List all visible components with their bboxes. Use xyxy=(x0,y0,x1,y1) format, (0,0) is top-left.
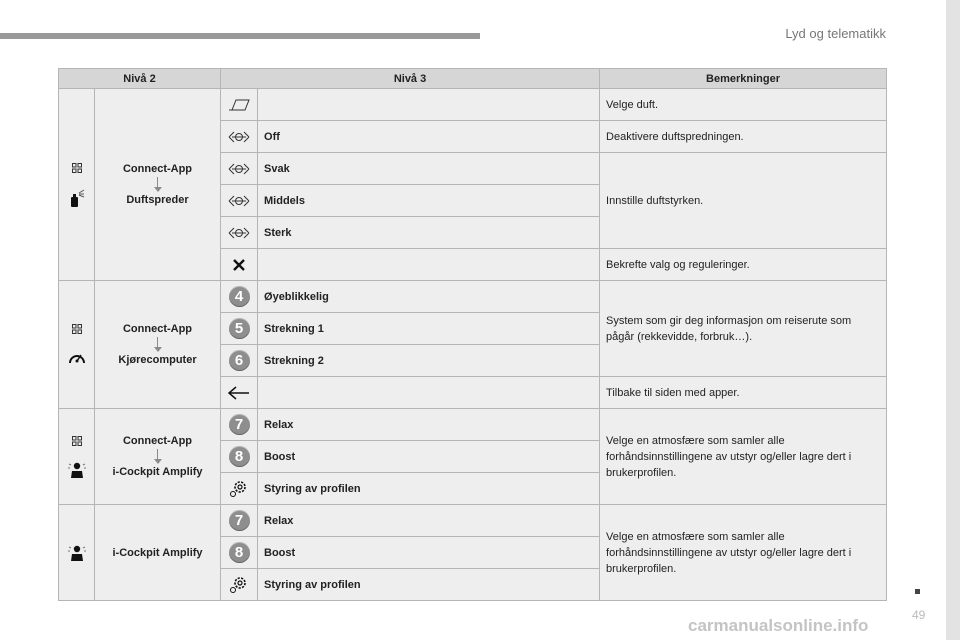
table-row xyxy=(59,409,887,441)
remark-cell: Velge en atmosfære som samler alle forhåndsinnstillingene av utstyr og/eller lagre dert i brukerprofilen. xyxy=(600,505,887,601)
level3-label: Boost xyxy=(258,537,600,569)
remark-cell: System som gir deg informasjon om reiserute som pågår (rekkevidde, forbruk…). xyxy=(600,281,887,377)
settings-table xyxy=(58,68,887,601)
level3-label: Strekning 2 xyxy=(258,345,600,377)
driver-icon xyxy=(68,462,86,478)
side-strip xyxy=(946,0,960,640)
remark-cell: Tilbake til siden med apper. xyxy=(600,377,887,409)
level3-label: Relax xyxy=(258,409,600,441)
level2-bottom-label: Duftspreder xyxy=(126,194,189,206)
remark-cell: Velge en atmosfære som samler alle forhåndsinnstillingene av utstyr og/eller lagre dert i brukerprofilen. xyxy=(600,409,887,505)
spray-bottle-icon xyxy=(69,189,85,207)
col-header-remarks: Bemerkninger xyxy=(600,69,887,89)
down-arrow-icon xyxy=(154,449,162,464)
level2-top-label: Connect-App xyxy=(122,323,193,335)
trip-computer-icon xyxy=(68,350,86,366)
group-icons-cell xyxy=(59,505,95,601)
section-title: Lyd og telematikk xyxy=(785,26,886,41)
level3-label: Boost xyxy=(258,441,600,473)
group-icons-cell xyxy=(59,281,95,409)
table-row xyxy=(59,89,887,121)
scent-edit-icon[interactable] xyxy=(221,89,258,121)
down-arrow-icon xyxy=(154,177,162,192)
col-header-level2: Nivå 2 xyxy=(59,69,221,89)
level3-label: Sterk xyxy=(258,217,600,249)
level2-bottom-label: i-Cockpit Amplify xyxy=(112,546,203,559)
scent-low-icon[interactable] xyxy=(221,153,258,185)
table-header-row xyxy=(59,69,887,89)
number-badge: 6 xyxy=(229,350,250,371)
level2-cell xyxy=(95,281,221,409)
level3-label: Styring av profilen xyxy=(258,473,600,505)
number-badge: 7 xyxy=(229,510,250,531)
number-badge-cell[interactable] xyxy=(221,441,258,473)
scent-high-icon[interactable] xyxy=(221,217,258,249)
number-badge-cell[interactable] xyxy=(221,313,258,345)
remark-cell: Bekrefte valg og reguleringer. xyxy=(600,249,887,281)
level3-label: Styring av profilen xyxy=(258,569,600,601)
grid-icon xyxy=(72,163,82,173)
col-header-level3: Nivå 3 xyxy=(221,69,600,89)
number-badge: 8 xyxy=(229,542,250,563)
level3-label: Øyeblikkelig xyxy=(258,281,600,313)
group-icons-cell xyxy=(59,409,95,505)
table-row xyxy=(59,281,887,313)
driver-icon xyxy=(68,545,86,561)
scent-off-icon[interactable] xyxy=(221,121,258,153)
table-row xyxy=(59,505,887,537)
remark-cell: Deaktivere duftspredningen. xyxy=(600,121,887,153)
number-badge-cell[interactable] xyxy=(221,409,258,441)
back-arrow-icon[interactable] xyxy=(221,377,258,409)
level3-label: Middels xyxy=(258,185,600,217)
level3-label xyxy=(258,249,600,281)
number-badge-cell[interactable] xyxy=(221,537,258,569)
number-badge: 8 xyxy=(229,446,250,467)
number-badge: 4 xyxy=(229,286,250,307)
remark-cell: Innstille duftstyrken. xyxy=(600,153,887,249)
level3-label: Strekning 1 xyxy=(258,313,600,345)
grid-icon xyxy=(72,436,82,446)
level3-label: Relax xyxy=(258,505,600,537)
level2-bottom-label: Kjørecomputer xyxy=(118,354,197,366)
level2-top-label: Connect-App xyxy=(122,435,193,447)
page-marker xyxy=(915,589,920,594)
page-number: 49 xyxy=(912,608,926,622)
scent-medium-icon[interactable] xyxy=(221,185,258,217)
close-icon[interactable] xyxy=(221,249,258,281)
group-icons-cell xyxy=(59,89,95,281)
remark-cell: Velge duft. xyxy=(600,89,887,121)
level2-top-label: Connect-App xyxy=(122,163,193,175)
level2-bottom-label: i-Cockpit Amplify xyxy=(112,466,203,478)
profile-settings-icon[interactable] xyxy=(221,569,258,601)
number-badge-cell[interactable] xyxy=(221,345,258,377)
level2-cell xyxy=(95,409,221,505)
level2-cell xyxy=(95,505,221,601)
number-badge-cell[interactable] xyxy=(221,281,258,313)
header-bar xyxy=(0,33,480,39)
level3-label: Svak xyxy=(258,153,600,185)
level3-label: Off xyxy=(258,121,600,153)
number-badge-cell[interactable] xyxy=(221,505,258,537)
grid-icon xyxy=(72,324,82,334)
level2-cell xyxy=(95,89,221,281)
level3-label xyxy=(258,89,600,121)
profile-settings-icon[interactable] xyxy=(221,473,258,505)
number-badge: 7 xyxy=(229,414,250,435)
down-arrow-icon xyxy=(154,337,162,352)
level3-label xyxy=(258,377,600,409)
number-badge: 5 xyxy=(229,318,250,339)
watermark: carmanualsonline.info xyxy=(688,616,869,635)
